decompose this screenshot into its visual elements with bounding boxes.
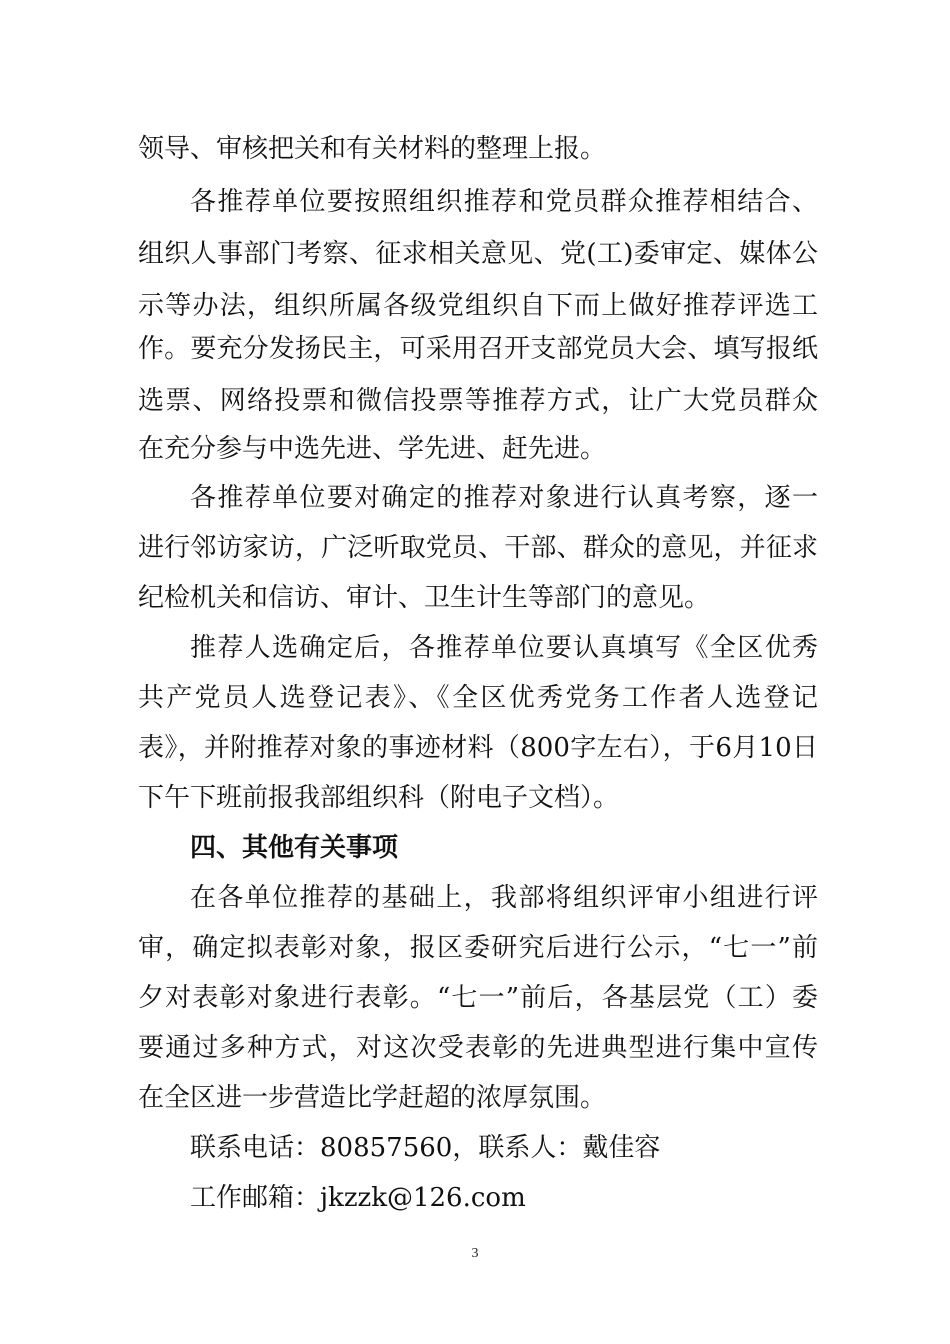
paragraph-line: 进行邻访家访，广泛听取党员、干部、群众的意见，并征求: [138, 533, 818, 563]
paragraph-line: 各推荐单位要按照组织推荐和党员群众推荐相结合、: [190, 187, 818, 217]
paragraph-line: 纪检机关和信访、审计、卫生计生等部门的意见。: [138, 583, 711, 613]
paragraph-line: 作。要充分发扬民主，可采用召开支部党员大会、填写报纸: [138, 334, 818, 364]
paragraph-line: 领导、审核把关和有关材料的整理上报。: [138, 134, 607, 164]
paragraph-line: 在充分参与中选先进、学先进、赶先进。: [138, 434, 607, 464]
paragraph-line: 要通过多种方式，对这次受表彰的先进典型进行集中宣传: [138, 1033, 818, 1063]
contact-phone-line: 联系电话：80857560，联系人：戴佳容: [190, 1133, 661, 1163]
paragraph-line: 在全区进一步营造比学赶超的浓厚氛围。: [138, 1083, 607, 1113]
paragraph-line: 共产党员人选登记表》、《全区优秀党务工作者人选登记: [138, 683, 818, 713]
paragraph-line: 推荐人选确定后，各推荐单位要认真填写《全区优秀: [190, 633, 818, 663]
paragraph-line: 组织人事部门考察、征求相关意见、党(工)委审定、媒体公: [138, 239, 818, 269]
paragraph-line: 各推荐单位要对确定的推荐对象进行认真考察，逐一: [190, 483, 818, 513]
contact-email-line: 工作邮箱：jkzzk@126.com: [190, 1183, 526, 1213]
page-number: 3: [471, 1246, 479, 1261]
paragraph-line: 下午下班前报我部组织科（附电子文档）。: [138, 783, 620, 813]
paragraph-line: 表》，并附推荐对象的事迹材料（800字左右），于6月10日: [138, 733, 818, 763]
section-heading: 四、其他有关事项: [190, 833, 399, 863]
paragraph-line: 示等办法，组织所属各级党组织自下而上做好推荐评选工: [138, 291, 818, 321]
paragraph-line: 在各单位推荐的基础上，我部将组织评审小组进行评: [190, 883, 818, 913]
paragraph-line: 选票、网络投票和微信投票等推荐方式，让广大党员群众: [138, 386, 818, 416]
paragraph-line: 夕对表彰对象进行表彰。“七一”前后，各基层党（工）委: [138, 983, 818, 1013]
paragraph-line: 审，确定拟表彰对象，报区委研究后进行公示，“七一”前: [138, 933, 818, 963]
